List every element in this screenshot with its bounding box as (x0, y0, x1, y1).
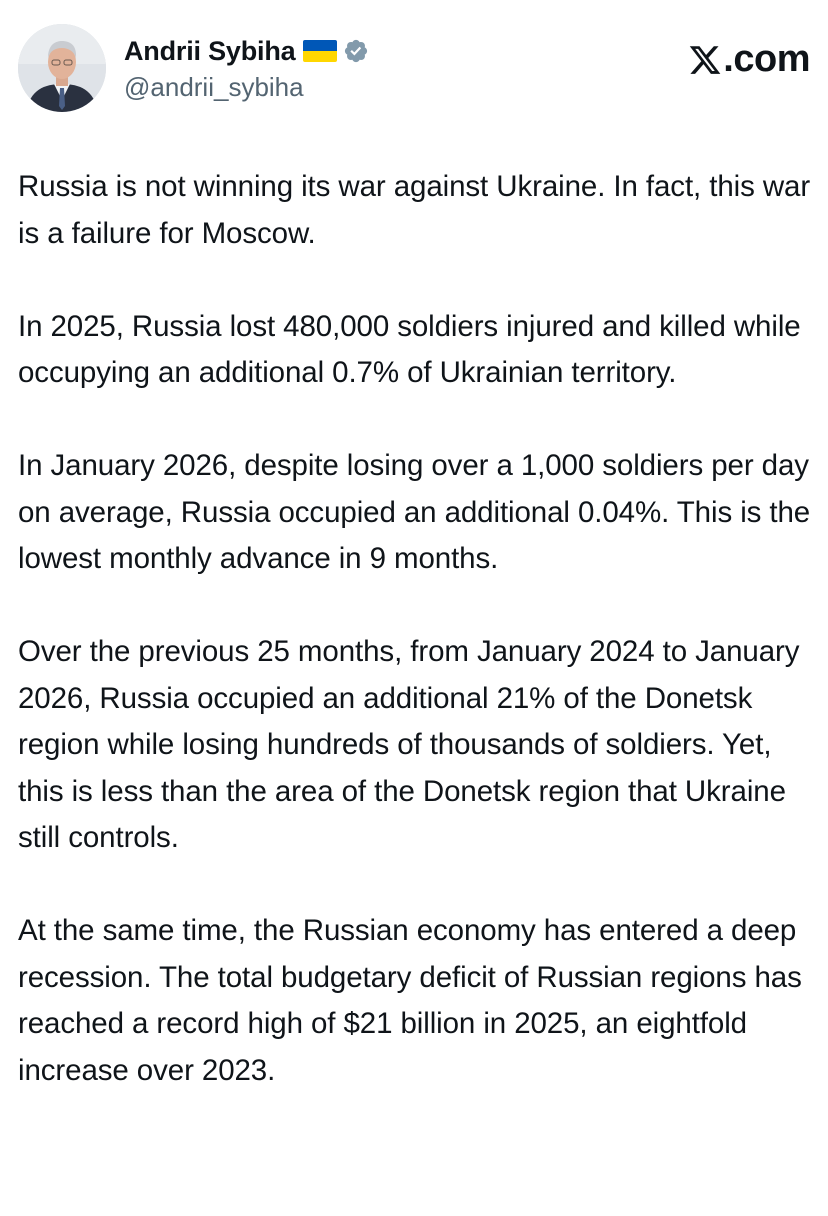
author-display-name[interactable]: Andrii Sybiha (124, 35, 296, 66)
avatar[interactable] (18, 24, 106, 112)
tweet-paragraph: In January 2026, despite losing over a 1,000 soldiers per day on average, Russia occupied an additional 0.04%. This is the lowest monthly advance in 9 months. (18, 449, 811, 575)
tweet-paragraph: Russia is not winning its war against Ukraine. In fact, this war is a failure for Moscow. (18, 170, 811, 250)
x-logo-icon (688, 43, 722, 77)
tweet-paragraph: In 2025, Russia lost 480,000 soldiers injured and killed while occupying an additional 0.7% of Ukrainian territory. (18, 309, 801, 389)
tweet-text (18, 164, 818, 1094)
ukraine-flag-icon (303, 40, 337, 62)
author-handle[interactable]: @andrii_sybiha (124, 72, 304, 102)
source-domain-suffix: .com (723, 38, 810, 80)
author-block (124, 34, 369, 103)
tweet-header (18, 24, 810, 116)
tweet-paragraph: At the same time, the Russian economy has entered a deep recession. The total budgetary deficit of Russian regions has reached a record high of $21 billion in 2025, an eightfold increase over 2023. (18, 914, 802, 1087)
verified-badge-icon (343, 38, 369, 64)
tweet-paragraph: Over the previous 25 months, from January 2024 to January 2026, Russia occupied an additional 21% of the Donetsk region while losing hundreds of thousands of soldiers. Yet, this is less than the area of the Donetsk region that Ukraine still controls. (18, 635, 800, 854)
profile-photo (18, 24, 106, 112)
author-name-row (124, 34, 369, 68)
source-watermark (688, 38, 810, 81)
